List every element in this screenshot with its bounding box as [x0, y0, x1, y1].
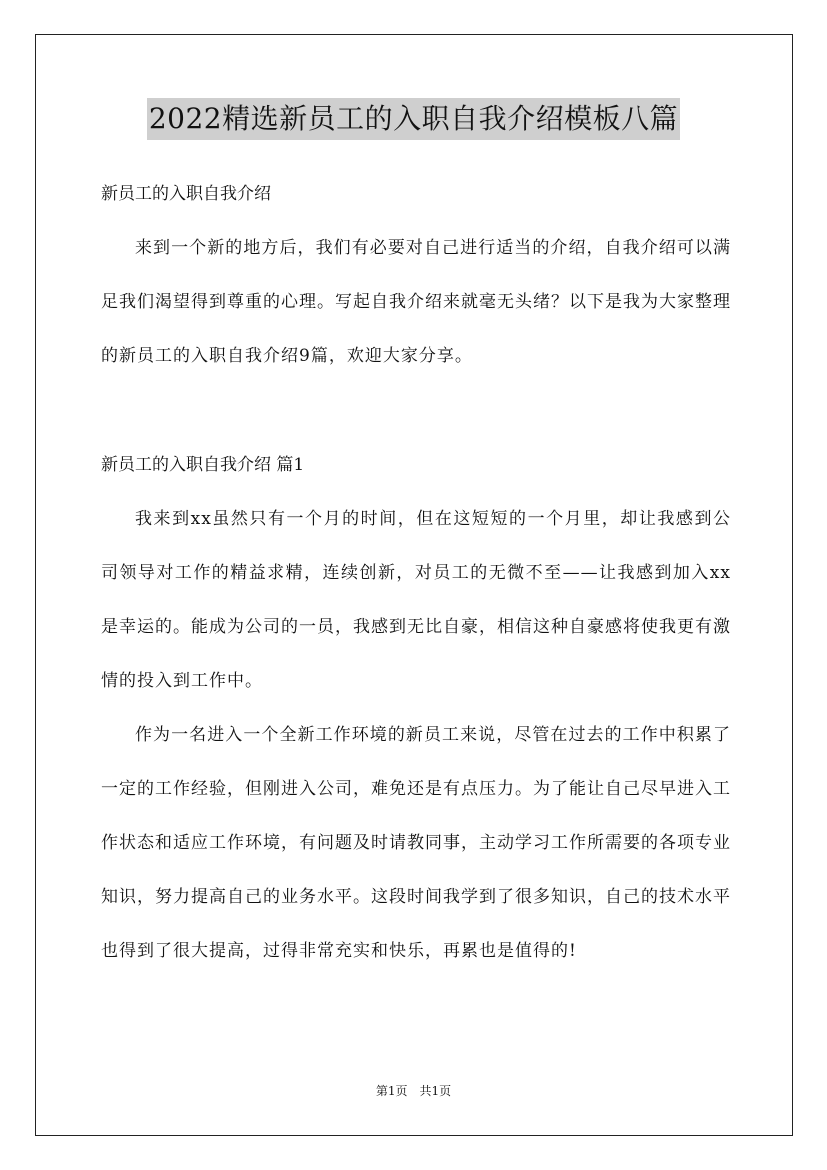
title-container: [0, 98, 827, 140]
document-title: 2022精选新员工的入职自我介绍模板八篇: [147, 98, 680, 140]
section-1-heading: 新员工的入职自我介绍 篇1: [101, 455, 305, 475]
intro-paragraph: 来到一个新的地方后，我们有必要对自己进行适当的介绍，自我介绍可以满足我们渴望得到尊重的心理。写起自我介绍来就毫无头绪？以下是我为大家整理的新员工的入职自我介绍9篇，欢迎大家分享。: [101, 238, 731, 366]
section-1-paragraph-1: 我来到xx虽然只有一个月的时间，但在这短短的一个月里，却让我感到公司领导对工作的精益求精，连续创新，对员工的无微不至——让我感到加入xx是幸运的。能成为公司的一员，我感到无比自豪，相信这种自豪感将使我更有激情的投入到工作中。: [101, 509, 731, 691]
intro-heading: 新员工的入职自我介绍: [101, 184, 271, 204]
page-number-footer: 第1页 共1页: [375, 1084, 452, 1098]
section-1-paragraph-2: 作为一名进入一个全新工作环境的新员工来说，尽管在过去的工作中积累了一定的工作经验，但刚进入公司，难免还是有点压力。为了能让自己尽早进入工作状态和适应工作环境，有问题及时请教同事，主动学习工作所需要的各项专业知识，努力提高自己的业务水平。这段时间我学到了很多知识，自己的技术水平也得到了很大提高，过得非常充实和快乐，再累也是值得的!: [101, 725, 731, 961]
